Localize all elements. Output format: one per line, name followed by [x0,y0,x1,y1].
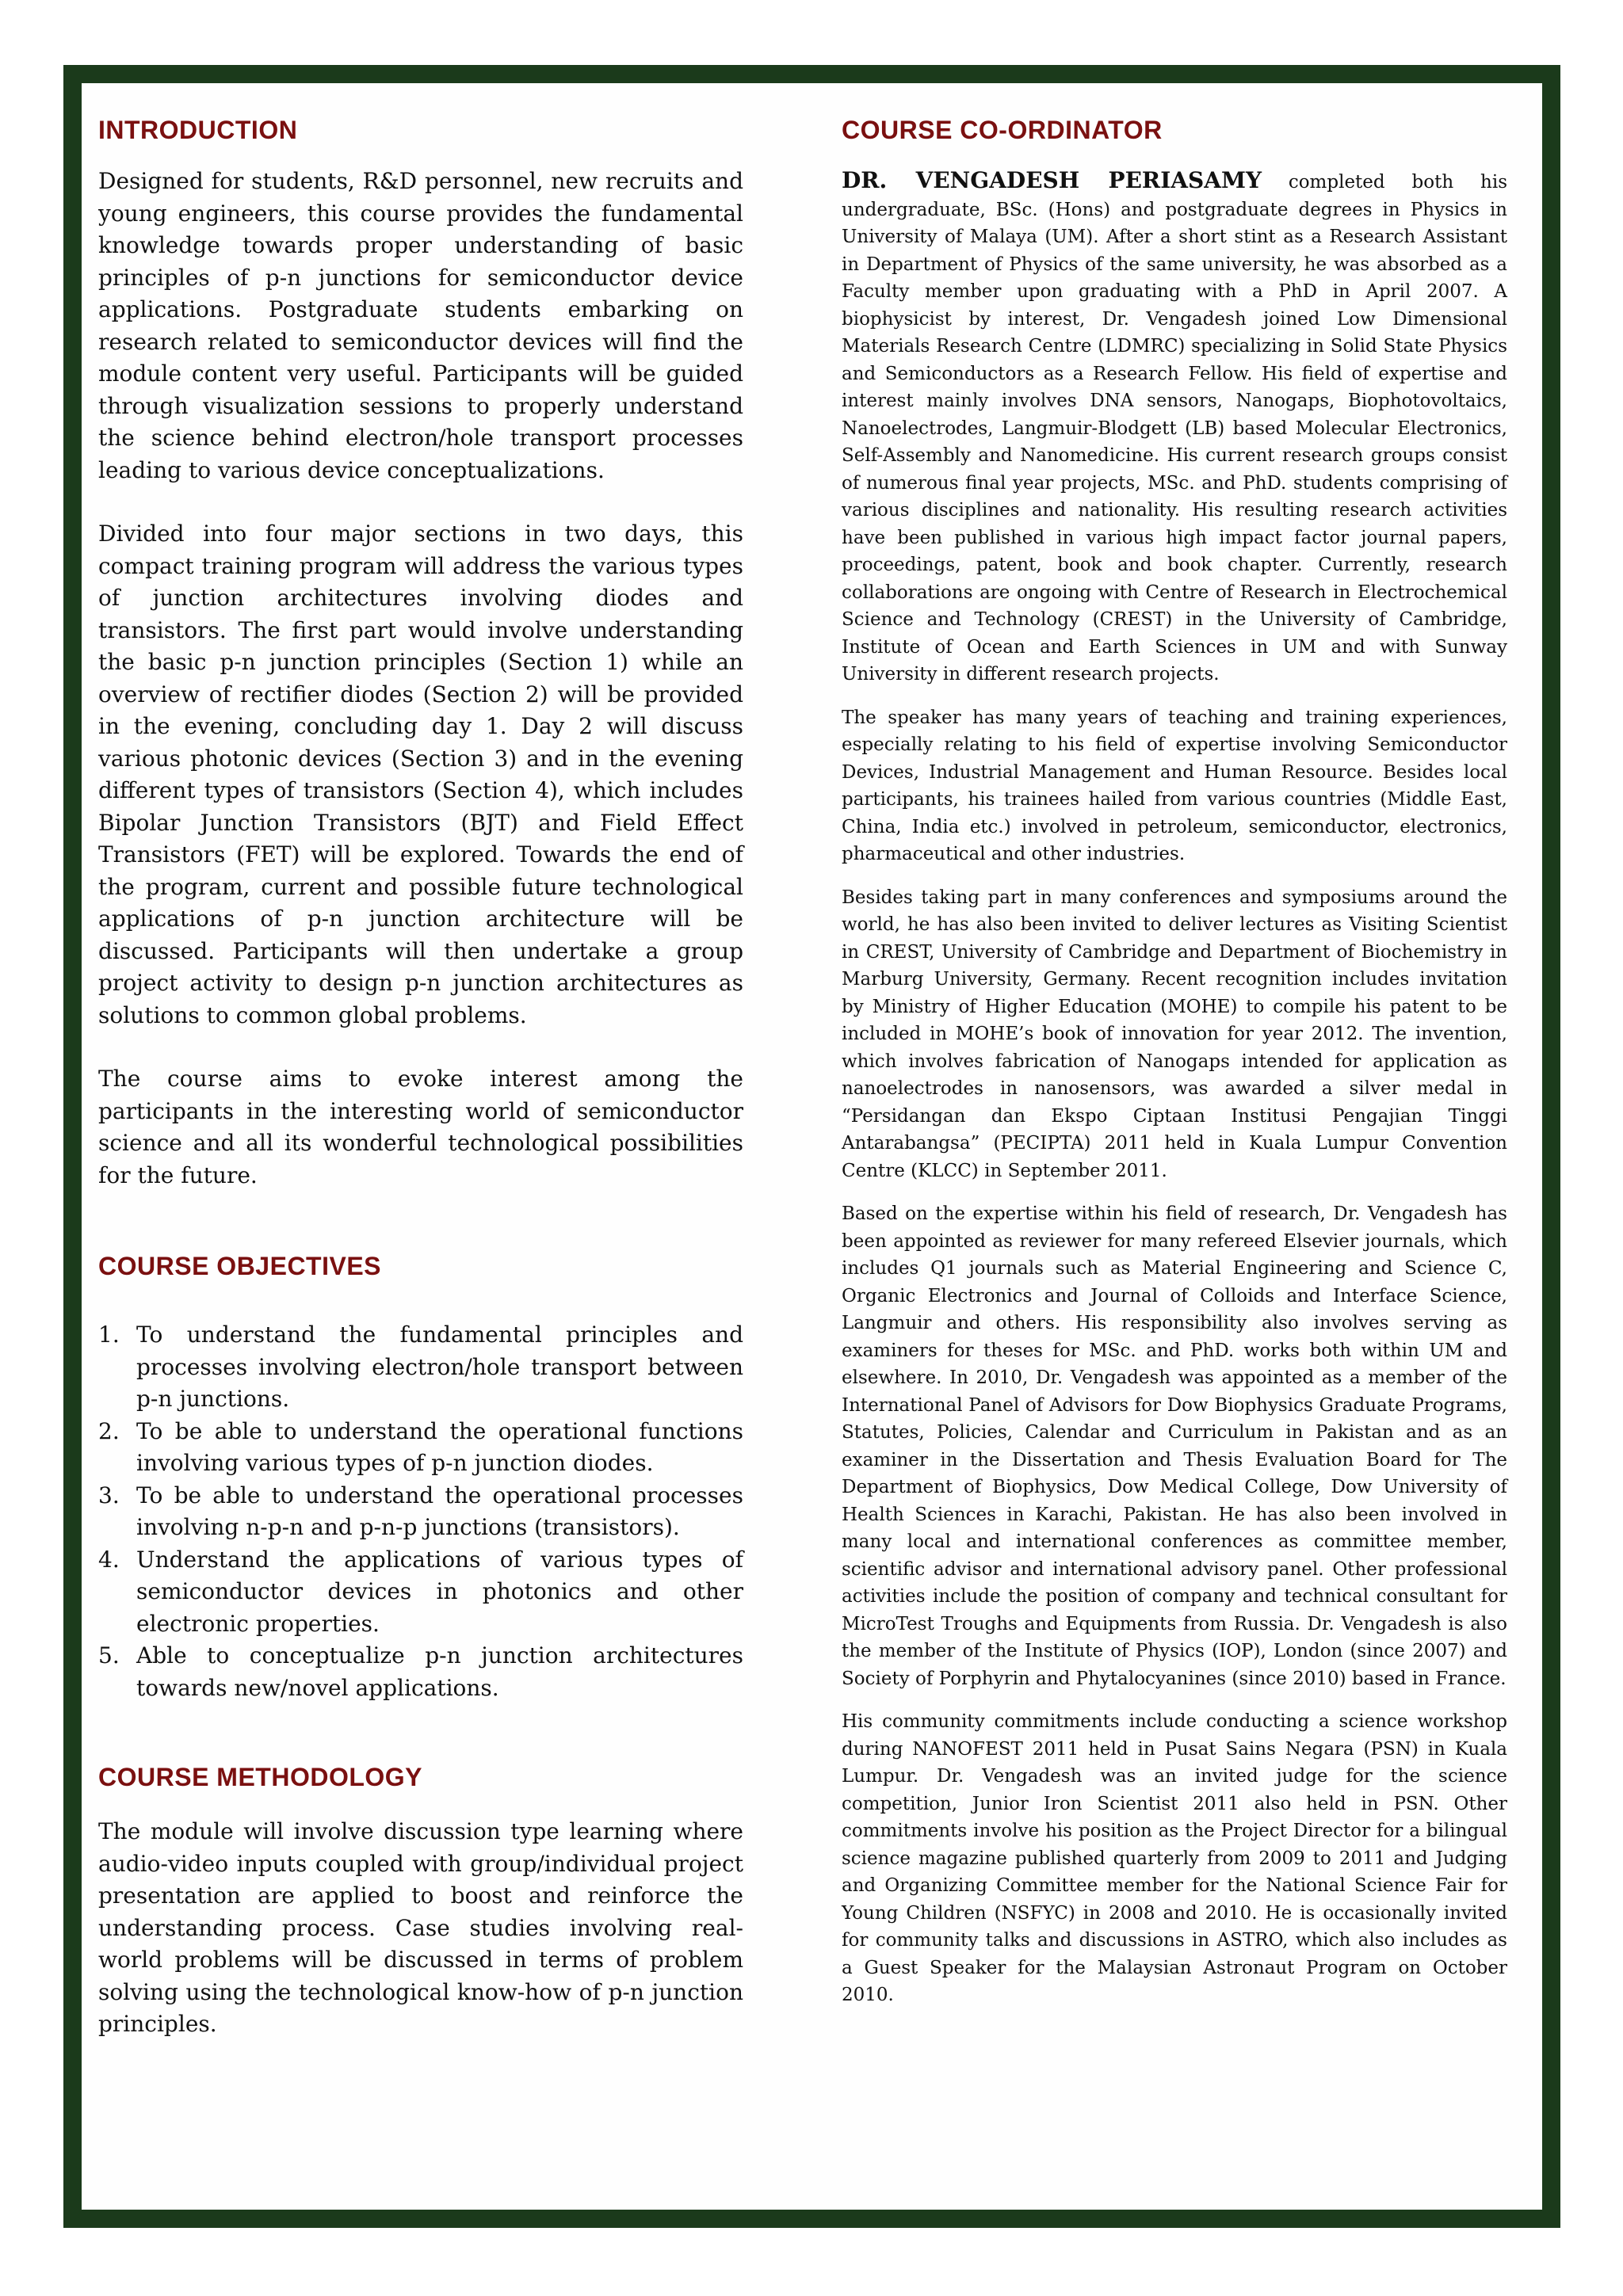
coordinator-bio-text: completed both his undergraduate, BSc. (Hons) and postgraduate degrees in Physics in University of Malaya (UM). After a short stint as a Research Assistant in Department of Physics of the same university, he was absorbed as a Faculty member upon graduating with a PhD in April 2007. A biophysicist by interest, Dr. Vengadesh joined Low Dimensional Materials Research Centre (LDMRC) specializing in Solid State Physics and Semiconductors as a Research Fellow. His field of expertise and interest mainly involves DNA sensors, Nanogaps, Biophotovoltaics, Nanoelectrodes, Langmuir-Blodgett (LB) based Molecular Electronics, Self-Assembly and Nanomedicine. His current research groups consist of numerous final year projects, MSc. and PhD. students comprising of various disciplines and nationality. His resulting research activities have been published in various high impact factor journal papers, proceedings, patent, book and book chapter. Currently, research collaborations are ongoing with Centre of Research in Electrochemical Science and Technology (CREST) in the University of Cambridge, Institute of Ocean and Earth Sciences in UM and with Sunway University in different research projects. [842,172,1507,685]
methodology-paragraph: The module will involve discussion type learning where audio-video inputs coupled with group/individual project presentation are applied to boost and reinforce the understanding process. Case studies involving real-world problems will be discussed in terms of problem solving using the technological know-how of p-n junction principles. [98,1818,743,2037]
intro-paragraph-2: Divided into four major sections in two days, this compact training program will address the various types of junction architectures involving diodes and transistors. The first part would involve understanding the basic p-n junction principles (Section 1) while an overview of rectifier diodes (Section 2) will be provided in the evening, concluding day 1. Day 2 will discuss various photonic devices (Section 3) and in the evening different types of transistors (Section 4), which includes Bipolar Junction Transistors (BJT) and Field Effect Transistors (FET) will be explored. Towards the end of the program, current and possible future technological applications of p-n junction architecture will be discussed. Participants will then undertake a group project activity to design p-n junction architectures as solutions to common global problems. [98,521,743,1028]
objectives-heading: COURSE OBJECTIVES [98,1252,382,1280]
objective-number: 2. [98,1417,120,1444]
methodology-heading: COURSE METHODOLOGY [98,1763,423,1791]
left-column [98,111,743,2041]
objectives-list [98,1319,743,1704]
objective-item [98,1416,743,1480]
objective-number: 1. [98,1322,120,1348]
objective-text: Understand the applications of various types of semiconductor devices in photonics and other electronic properties. [136,1546,743,1637]
objective-item [98,1480,743,1544]
bio-paragraph-conferences: Besides taking part in many conferences and symposiums around the world, he has also been invited to deliver lectures as Visiting Scientist in CREST, University of Cambridge and Department of Biochemistry in Marburg University, Germany. Recent recognition includes invitation by Ministry of Higher Education (MOHE) to compile his patent to be included in MOHE’s book of innovation for year 2012. The invention, which involves fabrication of Nanogaps intended for application as nanoelectrodes in nanosensors, was awarded a silver medal in “Persidangan dan Ekspo Ciptaan Institusi Pengajian Tinggi Antarabangsa” (PECIPTA) 2011 held in Kuala Lumpur Convention Centre (KLCC) in September 2011. [842,887,1507,1181]
bio-paragraph-reviewer: Based on the expertise within his field of research, Dr. Vengadesh has been appointed as reviewer for many refereed Elsevier journals, which includes Q1 journals such as Material Engineering and Science C, Organic Electronics and Journal of Colloids and Interface Science, Langmuir and others. His responsibility also involves serving as examiners for theses for MSc. and PhD. works both within UM and elsewhere. In 2010, Dr. Vengadesh was appointed as a member of the International Panel of Advisors for Dow Biophysics Graduate Programs, Statutes, Policies, Calendar and Curriculum in Pakistan and as an examiner in the Dissertation and Thesis Evaluation Board for The Department of Biophysics, Dow Medical College, Dow University of Health Sciences in Karachi, Pakistan. He has also been involved in many local and international conferences as committee member, scientific advisor and international advisory panel. Other professional activities include the position of company and technical consultant for MicroTest Troughs and Equipments from Russia. Dr. Vengadesh is also the member of the Institute of Physics (IOP), London (since 2007) and Society of Porphyrin and Phytalocyanines (since 2010) based in France. [842,1203,1507,1689]
intro-paragraph-3: The course aims to evoke interest among the participants in the interesting world of semiconductor science and all its wonderful technological possibilities for the future. [98,1066,743,1188]
bio-paragraph-teaching: The speaker has many years of teaching and training experiences, especially relating to his field of expertise involving Semiconductor Devices, Industrial Management and Human Resource. Besides local participants, his trainees hailed from various countries (Middle East, China, India etc.) involved in petroleum, semiconductor, electronics, pharmaceutical and other industries. [842,707,1507,864]
objective-item [98,1640,743,1704]
coordinator-name: DR. VENGADESH PERIASAMY [842,167,1262,193]
intro-paragraph-1: Designed for students, R&D personnel, new recruits and young engineers, this course provides the fundamental knowledge towards proper understanding of basic principles of p-n junctions for semiconductor device applications. Postgraduate students embarking on research related to semiconductor devices will find the module content very useful. Participants will be guided through visualization sessions to properly understand the science behind electron/hole transport processes leading to various device conceptualizations. [98,168,743,483]
introduction-heading: INTRODUCTION [98,116,298,144]
objective-number: 4. [98,1546,120,1573]
objective-text: To be able to understand the operational functions involving various types of p-n junction diodes. [136,1417,743,1476]
objective-text: To be able to understand the operational processes involving n-p-n and p-n-p junctions (transistors). [136,1482,743,1540]
objective-item [98,1544,743,1641]
objective-number: 3. [98,1482,120,1508]
coordinator-bio-intro [842,167,1507,688]
bio-paragraph-community: His community commitments include conducting a science workshop during NANOFEST 2011 held in Pusat Sains Negara (PSN) in Kuala Lumpur. Dr. Vengadesh was an invited judge for the science competition, Junior Iron Scientist 2011 also held in PSN. Other commitments involve his position as the Project Director for a bilingual science magazine published quarterly from 2009 to 2011 and Judging and Organizing Committee member for the National Science Fair for Young Children (NSFYC) in 2008 and 2010. He is occasionally invited for community talks and discussions in ASTRO, which also includes as a Guest Speaker for the Malaysian Astronaut Program on October 2010. [842,1711,1507,2005]
objective-text: Able to conceptualize p-n junction architectures towards new/novel applications. [136,1642,743,1701]
objective-text: To understand the fundamental principles and processes involving electron/hole transport between p-n junctions. [136,1322,743,1412]
objective-item [98,1319,743,1416]
objective-number: 5. [98,1642,120,1669]
coordinator-heading: COURSE CO-ORDINATOR [842,116,1163,144]
right-column [842,111,1507,2009]
